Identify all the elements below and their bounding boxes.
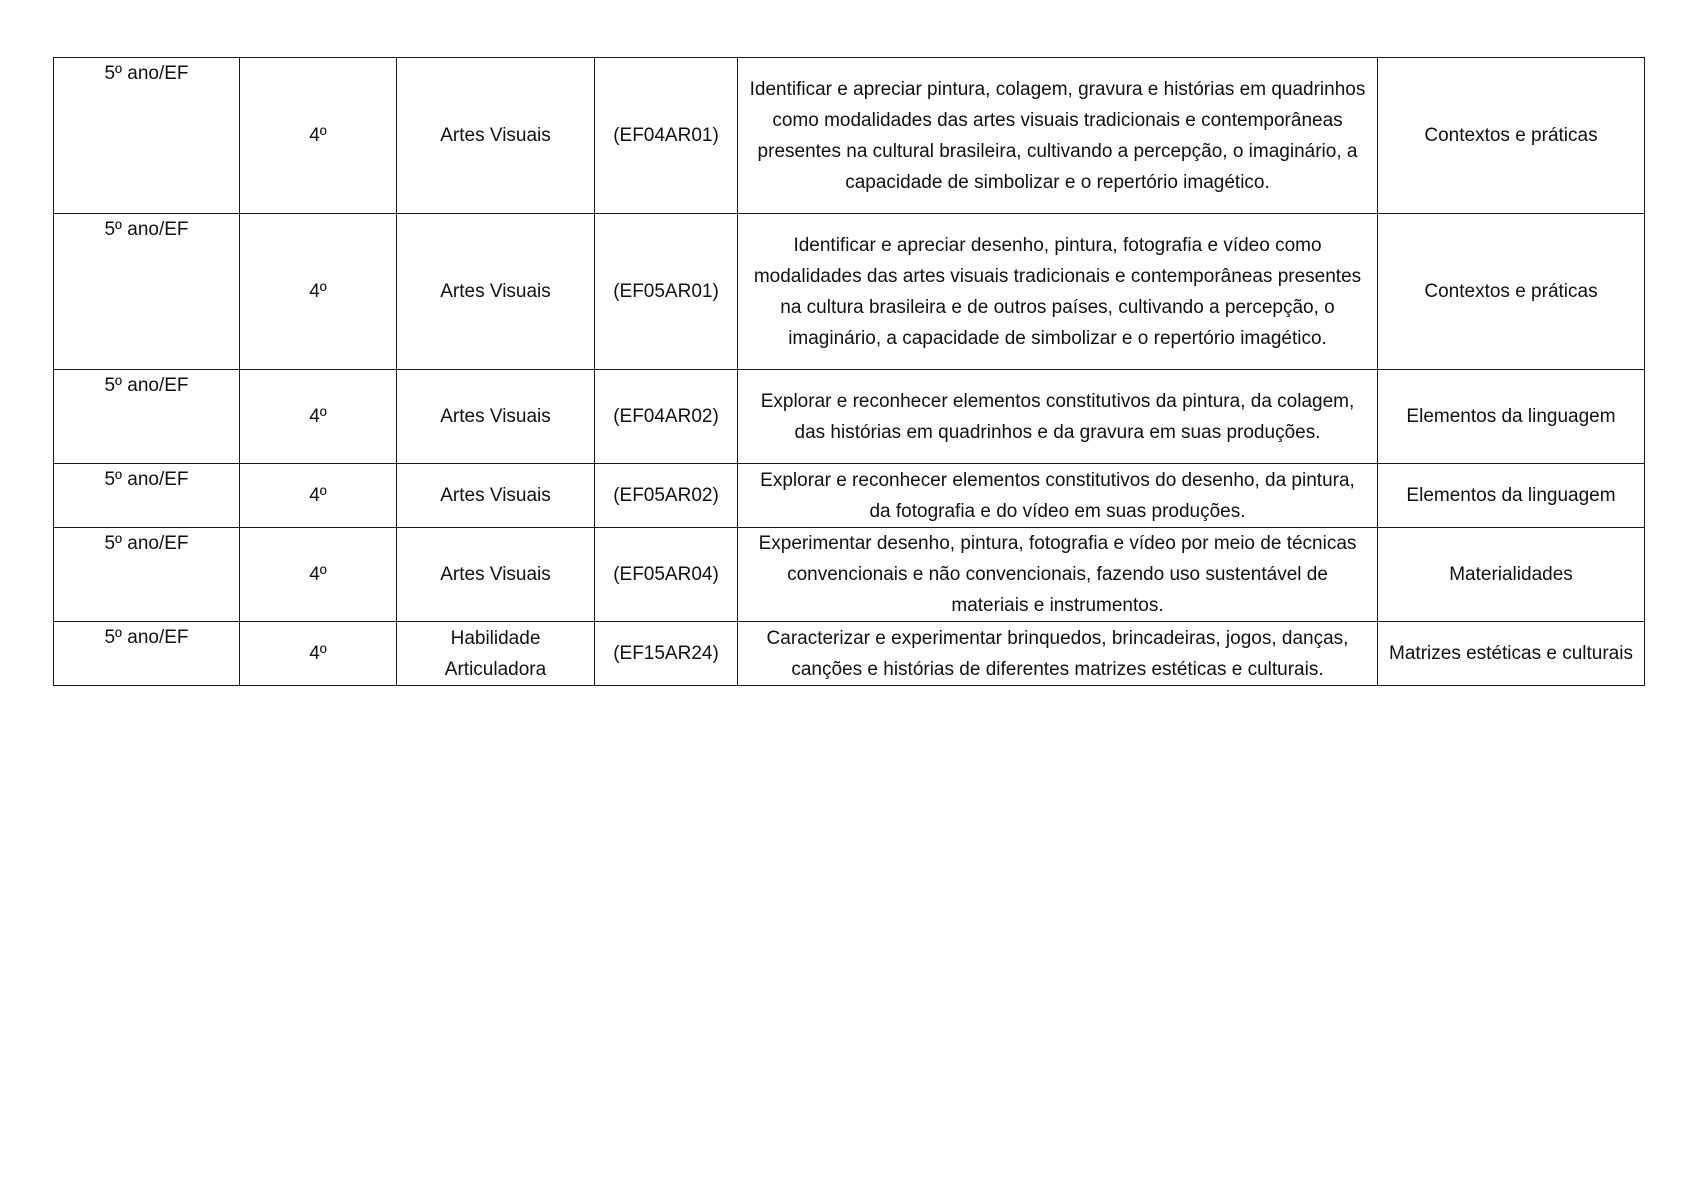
objective-cell: Caracterizar e experimentar brinquedos, brincadeiras, jogos, danças, canções e histórias de diferentes matrizes estéticas e culturais. [738,622,1378,686]
code-cell: (EF04AR01) [595,58,738,214]
component-cell: Artes Visuais [397,370,595,464]
year-cell: 5º ano/EF [54,370,240,464]
table-row [54,622,1645,686]
table-row [54,370,1645,464]
knowledge-object-cell: Contextos e práticas [1378,58,1645,214]
knowledge-object-cell: Contextos e práticas [1378,214,1645,370]
knowledge-object-cell: Elementos da linguagem [1378,370,1645,464]
bimester-cell: 4º [240,528,397,622]
knowledge-object-cell: Materialidades [1378,528,1645,622]
component-cell: Artes Visuais [397,528,595,622]
table-row [54,58,1645,214]
code-cell: (EF05AR01) [595,214,738,370]
component-cell: Artes Visuais [397,214,595,370]
year-cell: 5º ano/EF [54,464,240,528]
bimester-cell: 4º [240,464,397,528]
table-row [54,528,1645,622]
year-cell: 5º ano/EF [54,622,240,686]
year-cell: 5º ano/EF [54,58,240,214]
bimester-cell: 4º [240,622,397,686]
component-cell: Artes Visuais [397,58,595,214]
objective-cell: Explorar e reconhecer elementos constitutivos do desenho, da pintura, da fotografia e do vídeo em suas produções. [738,464,1378,528]
bimester-cell: 4º [240,58,397,214]
code-cell: (EF04AR02) [595,370,738,464]
curriculum-table [53,57,1645,686]
code-cell: (EF05AR04) [595,528,738,622]
objective-cell: Identificar e apreciar desenho, pintura, fotografia e vídeo como modalidades das artes visuais tradicionais e contemporâneas presentes na cultura brasileira e de outros países, cultivando a percepção, o imaginário, a capacidade de simbolizar e o repertório imagético. [738,214,1378,370]
component-cell: Artes Visuais [397,464,595,528]
code-cell: (EF15AR24) [595,622,738,686]
component-cell: Habilidade Articuladora [397,622,595,686]
year-cell: 5º ano/EF [54,528,240,622]
objective-cell: Explorar e reconhecer elementos constitutivos da pintura, da colagem, das histórias em quadrinhos e da gravura em suas produções. [738,370,1378,464]
objective-cell: Experimentar desenho, pintura, fotografia e vídeo por meio de técnicas convencionais e não convencionais, fazendo uso sustentável de materiais e instrumentos. [738,528,1378,622]
objective-cell: Identificar e apreciar pintura, colagem, gravura e histórias em quadrinhos como modalidades das artes visuais tradicionais e contemporâneas presentes na cultural brasileira, cultivando a percepção, o imaginário, a capacidade de simbolizar e o repertório imagético. [738,58,1378,214]
table-row [54,214,1645,370]
knowledge-object-cell: Elementos da linguagem [1378,464,1645,528]
knowledge-object-cell: Matrizes estéticas e culturais [1378,622,1645,686]
year-cell: 5º ano/EF [54,214,240,370]
table-row [54,464,1645,528]
bimester-cell: 4º [240,214,397,370]
bimester-cell: 4º [240,370,397,464]
code-cell: (EF05AR02) [595,464,738,528]
